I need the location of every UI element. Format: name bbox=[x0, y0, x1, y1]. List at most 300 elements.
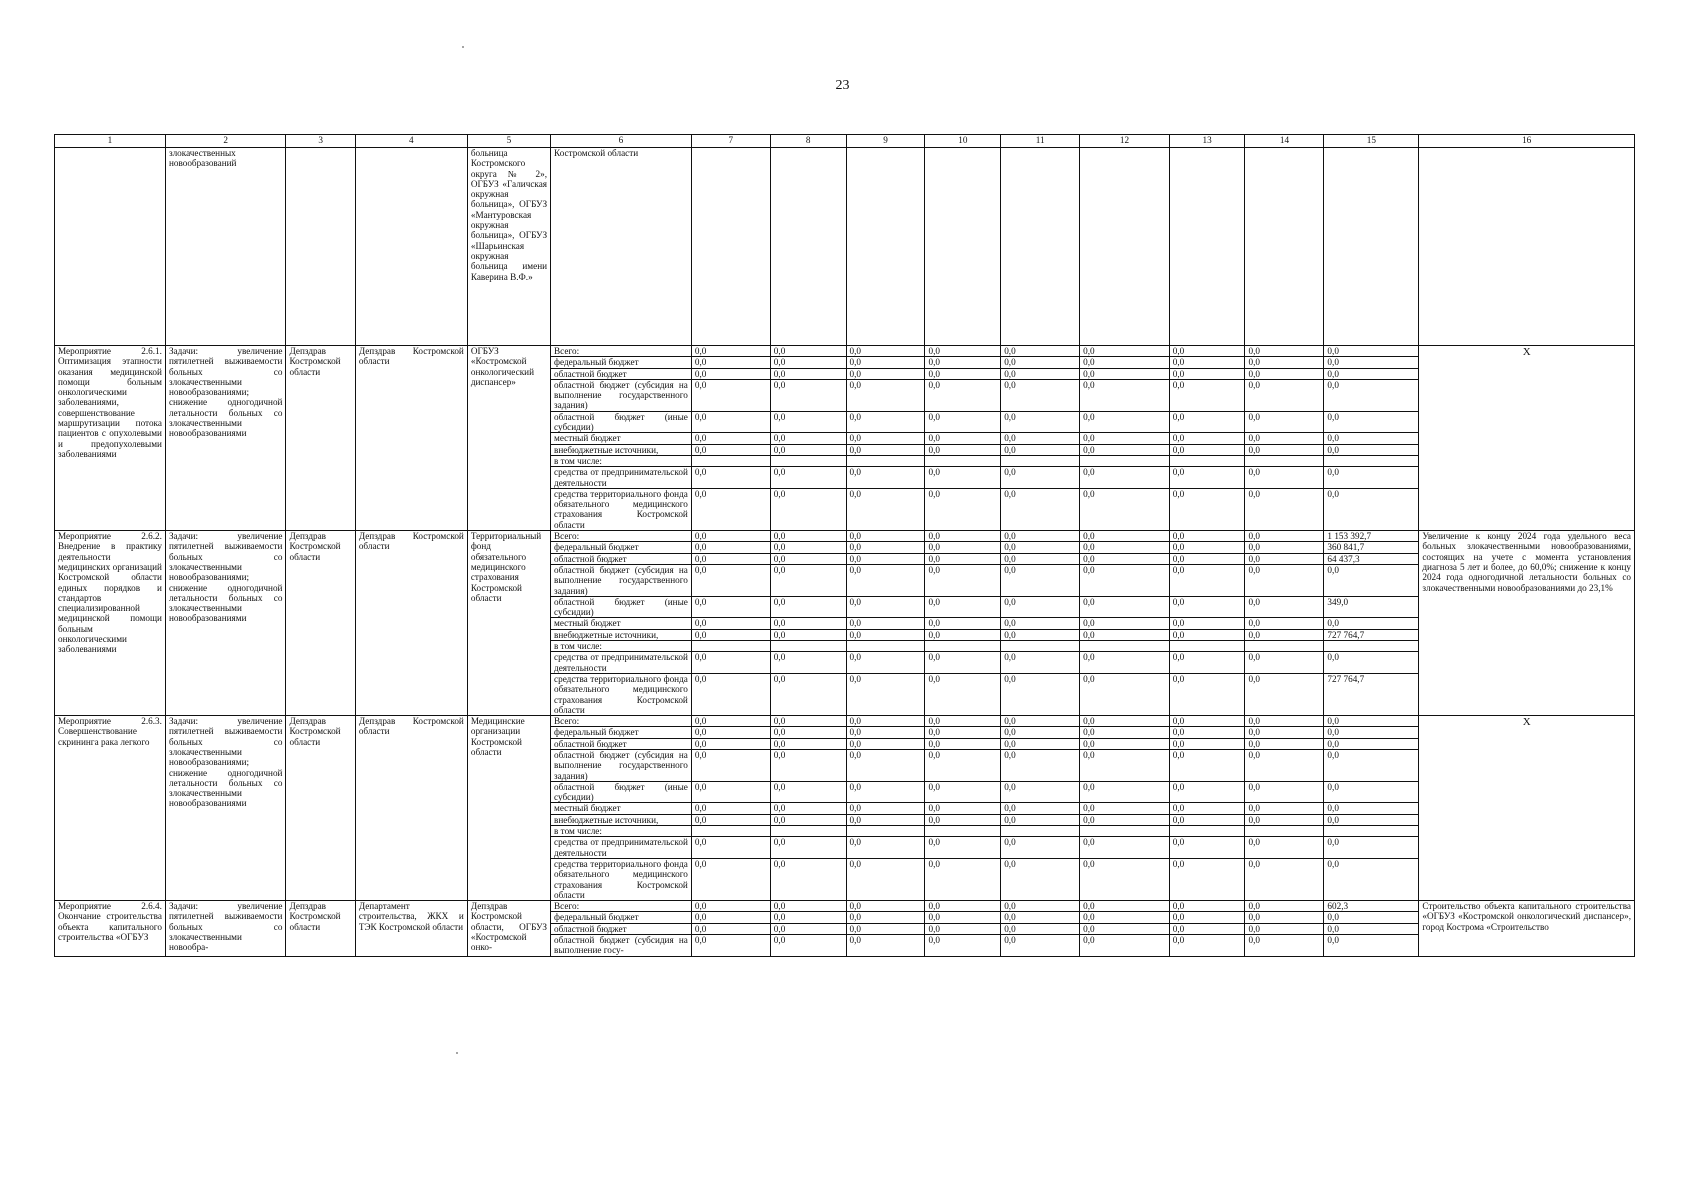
amount-cell: 0,0 bbox=[691, 837, 770, 859]
amount-cell: 0,0 bbox=[1324, 467, 1419, 489]
amount-cell: 0,0 bbox=[691, 814, 770, 825]
objectives-cell: Задачи: увеличение пятилетней выживаемости больных со злокачественными новообразованиями; снижение одногодичной летальности больных со злокачественными новообразованиями bbox=[165, 716, 286, 901]
funding-source-cell: областной бюджет (иные субсидии) bbox=[551, 596, 692, 618]
amount-cell: 0,0 bbox=[770, 444, 846, 455]
amount-cell: 0,0 bbox=[1080, 912, 1170, 923]
amount-cell: 0,0 bbox=[1245, 781, 1324, 803]
cell-c2: злокачественных новообразований bbox=[165, 148, 286, 346]
amount-cell: 0,0 bbox=[691, 912, 770, 923]
amount-cell bbox=[925, 641, 1001, 652]
amount-cell: 0,0 bbox=[1169, 935, 1245, 957]
amount-cell: 0,0 bbox=[846, 346, 925, 357]
amount-cell bbox=[691, 455, 770, 466]
column-number: 8 bbox=[770, 135, 846, 148]
amount-cell: 0,0 bbox=[1245, 923, 1324, 934]
amount-cell: 0,0 bbox=[1324, 433, 1419, 444]
cell-c4 bbox=[355, 148, 467, 346]
amount-cell: 0,0 bbox=[1001, 935, 1080, 957]
amount-cell: 0,0 bbox=[770, 368, 846, 379]
amount-cell: 0,0 bbox=[1080, 379, 1170, 411]
funding-source-cell: областной бюджет (субсидия на выполнение государственного задания) bbox=[551, 564, 692, 596]
amount-cell: 0,0 bbox=[1001, 837, 1080, 859]
amount-cell: 0,0 bbox=[1001, 596, 1080, 618]
amount-cell: 0,0 bbox=[770, 357, 846, 368]
amount-cell bbox=[1080, 641, 1170, 652]
amount-cell: 0,0 bbox=[925, 488, 1001, 530]
amount-cell: 0,0 bbox=[1169, 901, 1245, 912]
amount-cell: 0,0 bbox=[1080, 564, 1170, 596]
amount-cell: 0,0 bbox=[1080, 749, 1170, 781]
amount-cell: 0,0 bbox=[691, 858, 770, 900]
funding-source-cell: в том числе: bbox=[551, 455, 692, 466]
amount-cell: 0,0 bbox=[1324, 346, 1419, 357]
amount-cell: 0,0 bbox=[1080, 444, 1170, 455]
cell-c3 bbox=[286, 148, 355, 346]
amount-cell: 0,0 bbox=[925, 803, 1001, 814]
amount-cell: 0,0 bbox=[1001, 368, 1080, 379]
amount-cell: 0,0 bbox=[770, 596, 846, 618]
amount-cell bbox=[770, 826, 846, 837]
funding-source-cell: федеральный бюджет bbox=[551, 727, 692, 738]
amount-cell: 1 153 392,7 bbox=[1324, 531, 1419, 542]
amount-cell bbox=[770, 455, 846, 466]
amount-cell: 0,0 bbox=[1245, 444, 1324, 455]
amount-cell: 0,0 bbox=[925, 652, 1001, 674]
participant-cell: Медицинские организации Костромской области bbox=[467, 716, 550, 901]
amount-cell: 0,0 bbox=[1245, 564, 1324, 596]
amount-cell: 0,0 bbox=[1080, 467, 1170, 489]
amount-cell bbox=[1324, 826, 1419, 837]
scan-speck bbox=[462, 46, 464, 48]
amount-cell: 0,0 bbox=[691, 652, 770, 674]
amount-cell: 0,0 bbox=[1245, 935, 1324, 957]
amount-cell: 0,0 bbox=[691, 411, 770, 433]
amount-cell: 0,0 bbox=[770, 488, 846, 530]
amount-cell: 0,0 bbox=[691, 935, 770, 957]
amount-cell: 349,0 bbox=[1324, 596, 1419, 618]
column-number-row bbox=[55, 135, 1635, 148]
column-number: 16 bbox=[1419, 135, 1635, 148]
amount-cell: 0,0 bbox=[1245, 433, 1324, 444]
amount-cell: 0,0 bbox=[1080, 652, 1170, 674]
amount-cell: 0,0 bbox=[1169, 542, 1245, 553]
amount-cell: 0,0 bbox=[1080, 837, 1170, 859]
coexecutor-cell: Депздрав Костромской области bbox=[355, 716, 467, 901]
amount-cell: 0,0 bbox=[1080, 596, 1170, 618]
amount-cell bbox=[1169, 641, 1245, 652]
amount-cell: 0,0 bbox=[1080, 901, 1170, 912]
amount-cell bbox=[691, 826, 770, 837]
amount-cell: 0,0 bbox=[1001, 673, 1080, 715]
amount-cell: 0,0 bbox=[1245, 652, 1324, 674]
amount-cell: 0,0 bbox=[925, 935, 1001, 957]
amount-cell: 0,0 bbox=[925, 673, 1001, 715]
objectives-cell: Задачи: увеличение пятилетней выживаемости больных со злокачественными новообра- bbox=[165, 901, 286, 956]
amount-cell: 0,0 bbox=[1080, 531, 1170, 542]
cell-c6: Костромской области bbox=[551, 148, 692, 346]
amount-cell: 0,0 bbox=[1169, 727, 1245, 738]
amount-cell: 0,0 bbox=[925, 531, 1001, 542]
amount-cell: 0,0 bbox=[846, 531, 925, 542]
funding-source-cell: местный бюджет bbox=[551, 433, 692, 444]
cell-c8 bbox=[770, 148, 846, 346]
amount-cell: 0,0 bbox=[1324, 749, 1419, 781]
amount-cell: 0,0 bbox=[1001, 357, 1080, 368]
funding-source-cell: Всего: bbox=[551, 901, 692, 912]
amount-cell: 0,0 bbox=[691, 379, 770, 411]
funding-source-cell: внебюджетные источники, bbox=[551, 444, 692, 455]
amount-cell: 0,0 bbox=[770, 858, 846, 900]
amount-cell: 0,0 bbox=[691, 368, 770, 379]
funding-source-cell: областной бюджет bbox=[551, 368, 692, 379]
amount-cell: 0,0 bbox=[1324, 379, 1419, 411]
amount-cell: 0,0 bbox=[1080, 629, 1170, 640]
amount-cell: 0,0 bbox=[1245, 368, 1324, 379]
amount-cell: 0,0 bbox=[1080, 738, 1170, 749]
amount-cell: 0,0 bbox=[691, 357, 770, 368]
amount-cell: 0,0 bbox=[1169, 564, 1245, 596]
amount-cell: 0,0 bbox=[846, 553, 925, 564]
amount-cell: 0,0 bbox=[1169, 357, 1245, 368]
column-number: 11 bbox=[1001, 135, 1080, 148]
amount-cell: 0,0 bbox=[1169, 467, 1245, 489]
amount-cell: 0,0 bbox=[1169, 379, 1245, 411]
amount-cell: 0,0 bbox=[1245, 901, 1324, 912]
amount-cell: 0,0 bbox=[1245, 858, 1324, 900]
amount-cell: 0,0 bbox=[691, 444, 770, 455]
amount-cell: 0,0 bbox=[691, 716, 770, 727]
expected-result-cell: Строительство объекта капитального строительства «ОГБУЗ «Костромской онкологический диспансер», город Кострома «Строительство bbox=[1419, 901, 1635, 956]
cell-c16 bbox=[1419, 148, 1635, 346]
column-number: 2 bbox=[165, 135, 286, 148]
column-number: 9 bbox=[846, 135, 925, 148]
amount-cell: 0,0 bbox=[1169, 433, 1245, 444]
amount-cell: 0,0 bbox=[1169, 738, 1245, 749]
amount-cell: 0,0 bbox=[691, 531, 770, 542]
amount-cell: 0,0 bbox=[1080, 716, 1170, 727]
amount-cell bbox=[1245, 641, 1324, 652]
amount-cell: 0,0 bbox=[925, 814, 1001, 825]
amount-cell: 0,0 bbox=[1169, 488, 1245, 530]
amount-cell: 0,0 bbox=[846, 935, 925, 957]
amount-cell: 0,0 bbox=[846, 727, 925, 738]
amount-cell: 0,0 bbox=[1324, 912, 1419, 923]
funding-source-cell: Всего: bbox=[551, 531, 692, 542]
amount-cell: 0,0 bbox=[770, 749, 846, 781]
amount-cell: 0,0 bbox=[691, 901, 770, 912]
cell-c11 bbox=[1001, 148, 1080, 346]
amount-cell: 0,0 bbox=[846, 444, 925, 455]
funding-source-cell: Всего: bbox=[551, 346, 692, 357]
amount-cell: 0,0 bbox=[925, 716, 1001, 727]
cell-c9 bbox=[846, 148, 925, 346]
amount-cell: 0,0 bbox=[1324, 738, 1419, 749]
amount-cell: 0,0 bbox=[1324, 923, 1419, 934]
amount-cell: 0,0 bbox=[925, 542, 1001, 553]
amount-cell: 0,0 bbox=[925, 564, 1001, 596]
amount-cell: 0,0 bbox=[770, 629, 846, 640]
amount-cell: 0,0 bbox=[846, 564, 925, 596]
amount-cell: 0,0 bbox=[925, 411, 1001, 433]
cell-c1 bbox=[55, 148, 166, 346]
funding-source-cell: федеральный бюджет bbox=[551, 912, 692, 923]
amount-cell bbox=[846, 641, 925, 652]
amount-cell: 0,0 bbox=[846, 912, 925, 923]
funding-source-cell: областной бюджет (субсидия на выполнение госу- bbox=[551, 935, 692, 957]
amount-cell: 0,0 bbox=[770, 531, 846, 542]
amount-cell: 0,0 bbox=[925, 553, 1001, 564]
amount-cell: 0,0 bbox=[1080, 368, 1170, 379]
amount-cell: 0,0 bbox=[846, 901, 925, 912]
amount-cell: 0,0 bbox=[770, 716, 846, 727]
column-number: 3 bbox=[286, 135, 355, 148]
amount-cell: 0,0 bbox=[1169, 781, 1245, 803]
amount-cell: 0,0 bbox=[1245, 618, 1324, 629]
amount-cell: 0,0 bbox=[925, 837, 1001, 859]
amount-cell: 0,0 bbox=[1245, 379, 1324, 411]
amount-cell: 0,0 bbox=[691, 433, 770, 444]
amount-cell: 0,0 bbox=[846, 542, 925, 553]
amount-cell: 0,0 bbox=[770, 346, 846, 357]
amount-cell: 0,0 bbox=[1080, 553, 1170, 564]
funding-source-cell: областной бюджет (субсидия на выполнение государственного задания) bbox=[551, 749, 692, 781]
amount-cell: 0,0 bbox=[846, 596, 925, 618]
column-number: 5 bbox=[467, 135, 550, 148]
amount-cell: 0,0 bbox=[1169, 858, 1245, 900]
amount-cell: 0,0 bbox=[1001, 923, 1080, 934]
coexecutor-cell: Депздрав Костромской области bbox=[355, 531, 467, 716]
funding-source-cell: областной бюджет bbox=[551, 553, 692, 564]
amount-cell: 0,0 bbox=[1080, 923, 1170, 934]
amount-cell bbox=[846, 455, 925, 466]
funding-source-cell: средства от предпринимательской деятельности bbox=[551, 652, 692, 674]
amount-cell: 0,0 bbox=[1169, 716, 1245, 727]
amount-cell: 0,0 bbox=[770, 411, 846, 433]
amount-cell: 727 764,7 bbox=[1324, 673, 1419, 715]
funding-source-cell: федеральный бюджет bbox=[551, 542, 692, 553]
amount-cell bbox=[846, 826, 925, 837]
amount-cell: 0,0 bbox=[691, 346, 770, 357]
page-number: 23 bbox=[835, 78, 850, 93]
amount-cell: 0,0 bbox=[1324, 781, 1419, 803]
amount-cell: 0,0 bbox=[1245, 346, 1324, 357]
responsible-cell: Депздрав Костромской области bbox=[286, 531, 355, 716]
amount-cell: 0,0 bbox=[846, 673, 925, 715]
funding-source-cell: средства от предпринимательской деятельности bbox=[551, 837, 692, 859]
amount-cell: 0,0 bbox=[691, 629, 770, 640]
amount-cell: 0,0 bbox=[770, 803, 846, 814]
amount-cell: 0,0 bbox=[770, 935, 846, 957]
amount-cell: 0,0 bbox=[925, 629, 1001, 640]
amount-cell bbox=[1001, 826, 1080, 837]
amount-cell: 0,0 bbox=[1001, 379, 1080, 411]
amount-cell: 0,0 bbox=[1245, 738, 1324, 749]
amount-cell: 0,0 bbox=[691, 488, 770, 530]
objectives-cell: Задачи: увеличение пятилетней выживаемости больных со злокачественными новообразованиями; снижение одногодичной летальности больных со злокачественными новообразованиями bbox=[165, 531, 286, 716]
amount-cell: 0,0 bbox=[691, 781, 770, 803]
amount-cell: 0,0 bbox=[1169, 411, 1245, 433]
amount-cell: 0,0 bbox=[770, 467, 846, 489]
amount-cell: 0,0 bbox=[846, 368, 925, 379]
amount-cell: 0,0 bbox=[1245, 542, 1324, 553]
amount-cell: 0,0 bbox=[691, 542, 770, 553]
amount-cell: 0,0 bbox=[691, 564, 770, 596]
funding-source-cell: федеральный бюджет bbox=[551, 357, 692, 368]
activity-name-cell: Мероприятие 2.6.3. Совершенствование скрининга рака легкого bbox=[55, 716, 166, 901]
amount-cell: 0,0 bbox=[925, 858, 1001, 900]
funding-source-cell: областной бюджет (иные субсидии) bbox=[551, 411, 692, 433]
amount-cell: 0,0 bbox=[1001, 444, 1080, 455]
amount-cell: 0,0 bbox=[770, 673, 846, 715]
coexecutor-cell: Депздрав Костромской области bbox=[355, 346, 467, 531]
amount-cell: 0,0 bbox=[1324, 727, 1419, 738]
amount-cell: 0,0 bbox=[1001, 738, 1080, 749]
amount-cell: 0,0 bbox=[1245, 727, 1324, 738]
funding-source-cell: областной бюджет (субсидия на выполнение государственного задания) bbox=[551, 379, 692, 411]
participant-cell: Территориальный фонд обязательного медицинского страхования Костромской области bbox=[467, 531, 550, 716]
amount-cell bbox=[1001, 641, 1080, 652]
amount-cell bbox=[1169, 455, 1245, 466]
table-row bbox=[55, 346, 1635, 357]
amount-cell: 0,0 bbox=[770, 901, 846, 912]
funding-source-cell: местный бюджет bbox=[551, 803, 692, 814]
amount-cell: 0,0 bbox=[846, 629, 925, 640]
amount-cell: 0,0 bbox=[1080, 673, 1170, 715]
continuation-row bbox=[55, 148, 1635, 346]
amount-cell: 0,0 bbox=[1324, 652, 1419, 674]
amount-cell: 0,0 bbox=[770, 564, 846, 596]
participant-cell: Депздрав Костромской области, ОГБУЗ «Костромской онко- bbox=[467, 901, 550, 956]
amount-cell: 0,0 bbox=[1080, 935, 1170, 957]
amount-cell: 0,0 bbox=[925, 467, 1001, 489]
column-number: 14 bbox=[1245, 135, 1324, 148]
amount-cell: 0,0 bbox=[770, 738, 846, 749]
amount-cell: 0,0 bbox=[1080, 357, 1170, 368]
amount-cell: 0,0 bbox=[925, 923, 1001, 934]
table-row bbox=[55, 531, 1635, 542]
funding-source-cell: внебюджетные источники, bbox=[551, 629, 692, 640]
column-number: 1 bbox=[55, 135, 166, 148]
amount-cell: 0,0 bbox=[770, 379, 846, 411]
amount-cell: 0,0 bbox=[1169, 912, 1245, 923]
expected-result-cell: X bbox=[1419, 716, 1635, 901]
amount-cell: 0,0 bbox=[925, 357, 1001, 368]
amount-cell: 0,0 bbox=[846, 467, 925, 489]
funding-source-cell: областной бюджет bbox=[551, 738, 692, 749]
cell-c12 bbox=[1080, 148, 1170, 346]
column-number: 15 bbox=[1324, 135, 1419, 148]
amount-cell: 0,0 bbox=[846, 652, 925, 674]
amount-cell bbox=[1001, 455, 1080, 466]
amount-cell bbox=[925, 455, 1001, 466]
financing-table bbox=[54, 134, 1635, 957]
amount-cell: 0,0 bbox=[1001, 618, 1080, 629]
amount-cell: 0,0 bbox=[1001, 346, 1080, 357]
amount-cell: 0,0 bbox=[1001, 727, 1080, 738]
amount-cell: 0,0 bbox=[1245, 596, 1324, 618]
amount-cell: 0,0 bbox=[846, 923, 925, 934]
amount-cell: 0,0 bbox=[770, 433, 846, 444]
amount-cell: 0,0 bbox=[925, 433, 1001, 444]
responsible-cell: Депздрав Костромской области bbox=[286, 346, 355, 531]
amount-cell: 0,0 bbox=[1169, 346, 1245, 357]
amount-cell: 0,0 bbox=[846, 858, 925, 900]
amount-cell bbox=[1245, 826, 1324, 837]
amount-cell: 0,0 bbox=[1169, 814, 1245, 825]
amount-cell bbox=[1080, 455, 1170, 466]
funding-source-cell: средства от предпринимательской деятельности bbox=[551, 467, 692, 489]
amount-cell: 0,0 bbox=[1080, 618, 1170, 629]
activity-name-cell: Мероприятие 2.6.1. Оптимизация этапности оказания медицинской помощи больным онкологическими заболеваниями, совершенствование маршрутизации потока пациентов с опухолевыми и предопухолевыми заболеваниями bbox=[55, 346, 166, 531]
amount-cell: 0,0 bbox=[1001, 814, 1080, 825]
amount-cell: 0,0 bbox=[1080, 781, 1170, 803]
amount-cell: 0,0 bbox=[1169, 368, 1245, 379]
column-number: 10 bbox=[925, 135, 1001, 148]
objectives-cell: Задачи: увеличение пятилетней выживаемости больных со злокачественными новообразованиями; снижение одногодичной летальности больных со злокачественными новообразованиями bbox=[165, 346, 286, 531]
amount-cell: 0,0 bbox=[1001, 749, 1080, 781]
amount-cell: 0,0 bbox=[925, 901, 1001, 912]
amount-cell: 0,0 bbox=[1245, 803, 1324, 814]
cell-c10 bbox=[925, 148, 1001, 346]
amount-cell: 0,0 bbox=[1245, 749, 1324, 781]
amount-cell: 0,0 bbox=[1324, 411, 1419, 433]
amount-cell: 0,0 bbox=[925, 379, 1001, 411]
amount-cell: 0,0 bbox=[1001, 542, 1080, 553]
amount-cell: 0,0 bbox=[1001, 781, 1080, 803]
amount-cell: 0,0 bbox=[1324, 837, 1419, 859]
amount-cell: 0,0 bbox=[925, 368, 1001, 379]
amount-cell: 0,0 bbox=[846, 433, 925, 444]
funding-source-cell: в том числе: bbox=[551, 641, 692, 652]
amount-cell: 0,0 bbox=[1324, 564, 1419, 596]
funding-source-cell: областной бюджет bbox=[551, 923, 692, 934]
amount-cell: 0,0 bbox=[925, 738, 1001, 749]
amount-cell: 64 437,3 bbox=[1324, 553, 1419, 564]
amount-cell: 0,0 bbox=[925, 346, 1001, 357]
amount-cell: 0,0 bbox=[770, 618, 846, 629]
amount-cell: 0,0 bbox=[846, 781, 925, 803]
amount-cell: 0,0 bbox=[770, 923, 846, 934]
amount-cell: 0,0 bbox=[1080, 488, 1170, 530]
amount-cell: 0,0 bbox=[1245, 553, 1324, 564]
amount-cell: 0,0 bbox=[1324, 803, 1419, 814]
amount-cell: 0,0 bbox=[1001, 912, 1080, 923]
amount-cell: 0,0 bbox=[1169, 629, 1245, 640]
amount-cell: 0,0 bbox=[1245, 716, 1324, 727]
amount-cell: 0,0 bbox=[1001, 716, 1080, 727]
amount-cell: 0,0 bbox=[1169, 923, 1245, 934]
amount-cell: 0,0 bbox=[925, 727, 1001, 738]
amount-cell: 0,0 bbox=[1245, 488, 1324, 530]
amount-cell: 0,0 bbox=[1001, 652, 1080, 674]
amount-cell: 0,0 bbox=[1001, 629, 1080, 640]
amount-cell: 0,0 bbox=[1001, 803, 1080, 814]
cell-c13 bbox=[1169, 148, 1245, 346]
amount-cell: 0,0 bbox=[770, 542, 846, 553]
amount-cell: 0,0 bbox=[925, 749, 1001, 781]
amount-cell: 0,0 bbox=[1080, 433, 1170, 444]
amount-cell bbox=[770, 641, 846, 652]
funding-source-cell: внебюджетные источники, bbox=[551, 814, 692, 825]
amount-cell: 0,0 bbox=[770, 837, 846, 859]
amount-cell: 0,0 bbox=[846, 357, 925, 368]
amount-cell: 0,0 bbox=[770, 814, 846, 825]
funding-source-cell: местный бюджет bbox=[551, 618, 692, 629]
amount-cell: 0,0 bbox=[1001, 553, 1080, 564]
amount-cell: 0,0 bbox=[691, 727, 770, 738]
coexecutor-cell: Департамент строительства, ЖКХ и ТЭК Костромской области bbox=[355, 901, 467, 956]
expected-result-cell: Увеличение к концу 2024 года удельного веса больных злокачественными новообразованиями, состоящих на учете с момента установления диагноза 5 лет и более, до 60,0%; снижение к концу 2024 года одногодичной летальности больных со злокачественными новообразованиями до 23,1% bbox=[1419, 531, 1635, 716]
